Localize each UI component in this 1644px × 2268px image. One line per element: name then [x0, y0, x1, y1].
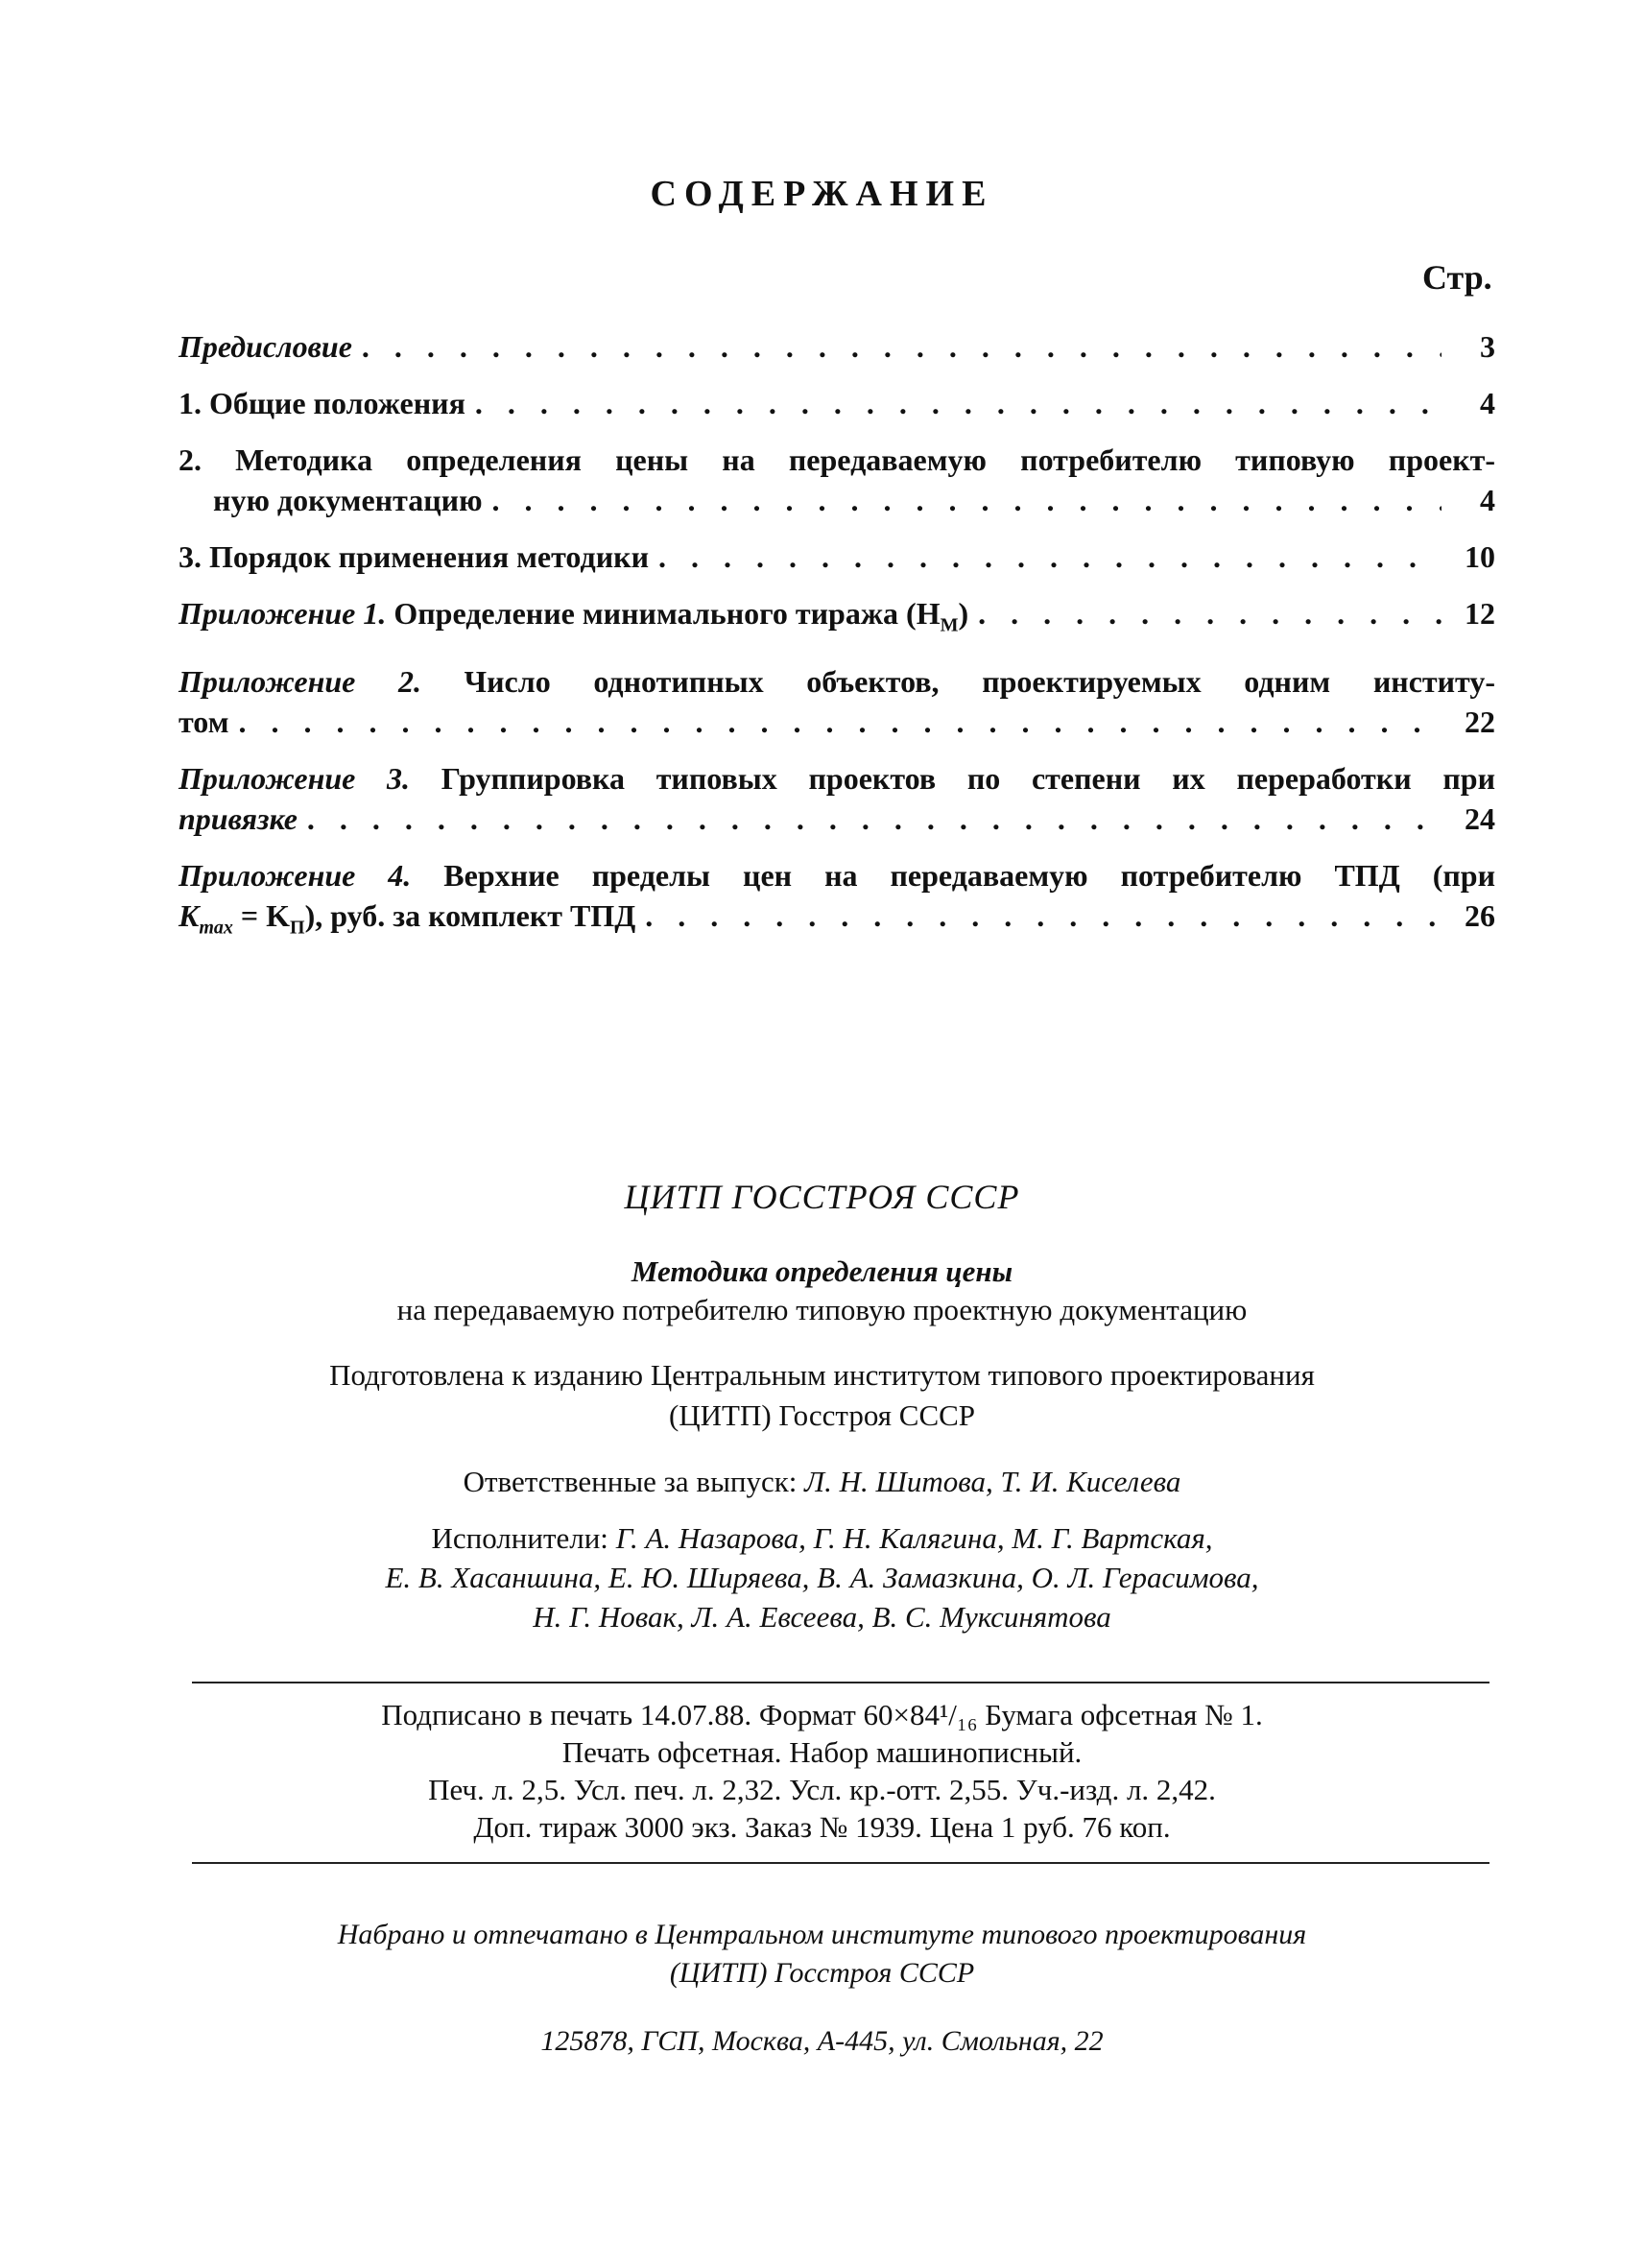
toc-entry-text: Группировка типовых проектов по степени их переработки при — [441, 761, 1496, 797]
imprint-block — [0, 1696, 1644, 1846]
leader-dots — [307, 799, 1441, 839]
printer-line2: (ЦИТП) Госстроя СССР — [669, 1957, 975, 1989]
responsible-editors — [0, 1465, 1644, 1499]
toc-entry-text: Предисловие — [179, 329, 352, 364]
toc-entry-text: Верхние пределы цен на передаваемую потребителю ТПД (при — [443, 858, 1496, 894]
toc-page-label: Стр. — [1422, 258, 1492, 297]
document-title-line1: Методика определения цены — [631, 1254, 1013, 1288]
toc-entry-appendix-3[interactable] — [179, 758, 1495, 839]
toc-entry-continuation: ), руб. за комплект ТПД — [304, 898, 636, 934]
imprint-line1: Подписано в печать 14.07.88. Формат 60×84¹/₁₆ Бумага офсетная № 1. — [381, 1698, 1263, 1731]
leader-dots — [645, 895, 1441, 936]
leader-dots — [475, 383, 1441, 423]
responsible-names: Л. Н. Шитова, Т. И. Киселева — [804, 1465, 1181, 1498]
leader-dots — [362, 326, 1441, 367]
formula-eq: = K — [232, 898, 291, 934]
executors — [0, 1518, 1644, 1636]
prepared-by — [0, 1355, 1644, 1436]
formula-k: K — [179, 898, 200, 934]
leader-dots — [658, 537, 1441, 577]
toc-entry-subscript: М — [940, 614, 959, 636]
document-title-line2: на передаваемую потребителю типовую проектную документацию — [396, 1293, 1248, 1326]
responsible-label: Ответственные за выпуск: — [463, 1465, 798, 1498]
imprint-line2: Печать офсетная. Набор машинописный. — [561, 1735, 1083, 1769]
toc-entry-preface[interactable] — [179, 326, 1495, 367]
toc-entry-prefix: Приложение 3. — [179, 761, 411, 797]
toc-entry-text: Определение минимального тиража (Н — [393, 596, 941, 631]
toc-page-number: 3 — [1480, 329, 1495, 364]
toc-page-number: 22 — [1465, 704, 1495, 740]
printer-info — [0, 1916, 1644, 1993]
toc-entry-continuation: ную документацию — [213, 483, 483, 517]
document-title — [0, 1253, 1644, 1329]
toc-entry-appendix-4[interactable] — [179, 855, 1495, 947]
toc-entry-section-1[interactable] — [179, 383, 1495, 423]
organization-title: ЦИТП ГОССТРОЯ СССР — [624, 1178, 1020, 1216]
toc-entry-text: Число однотипных объектов, проектируемых одним институ- — [464, 664, 1495, 700]
toc-entry-text: 2. Методика определения цены на передаваемую потребителю типовую проект- — [179, 442, 1495, 477]
toc-page-number: 4 — [1480, 483, 1495, 517]
table-of-contents — [179, 326, 1495, 965]
toc-entry-prefix: Приложение 1. — [179, 596, 387, 631]
leader-dots — [238, 702, 1441, 742]
prepared-by-line1: Подготовлена к изданию Центральным институтом типового проектирования — [329, 1358, 1315, 1392]
toc-entry-text-after: ) — [958, 596, 969, 631]
toc-entry-text: 3. Порядок применения методики — [179, 539, 649, 574]
executors-line1: Г. А. Назарова, Г. Н. Калягина, М. Г. Вартская, — [615, 1521, 1213, 1555]
toc-entry-section-3[interactable] — [179, 537, 1495, 577]
imprint-line4: Доп. тираж 3000 экз. Заказ № 1939. Цена 1 руб. 76 коп. — [473, 1810, 1171, 1844]
leader-dots — [978, 593, 1441, 633]
toc-page-number: 10 — [1465, 539, 1495, 574]
leader-dots — [492, 480, 1441, 520]
toc-entry-continuation: привязке — [179, 801, 298, 837]
toc-page-number: 26 — [1465, 898, 1495, 934]
toc-entry-section-2[interactable] — [179, 440, 1495, 520]
printer-line1: Набрано и отпечатано в Центральном институте типового проектирования — [337, 1919, 1307, 1950]
imprint-line3: Печ. л. 2,5. Усл. печ. л. 2,32. Усл. кр.-отт. 2,55. Уч.-изд. л. 2,42. — [428, 1773, 1216, 1806]
printer-address: 125878, ГСП, Москва, А-445, ул. Смольная, 22 — [540, 2025, 1104, 2057]
toc-entry-appendix-2[interactable] — [179, 661, 1495, 742]
toc-page-number: 24 — [1465, 801, 1495, 837]
toc-entry-continuation: том — [179, 704, 229, 740]
executors-label: Исполнители: — [431, 1521, 608, 1555]
prepared-by-line2: (ЦИТП) Госстроя СССР — [668, 1398, 976, 1432]
formula-sub-max: max — [199, 917, 233, 939]
toc-entry-appendix-1[interactable] — [179, 593, 1495, 645]
imprint-top-rule — [192, 1682, 1489, 1683]
formula-sub-p: П — [290, 917, 305, 939]
executors-line3: Н. Г. Новак, Л. А. Евсеева, В. С. Муксинятова — [533, 1600, 1111, 1634]
imprint-bottom-rule — [192, 1862, 1489, 1864]
executors-line2: Е. В. Хасаншина, Е. Ю. Ширяева, В. А. Замазкина, О. Л. Герасимова, — [385, 1561, 1259, 1594]
toc-entry-text: 1. Общие положения — [179, 386, 465, 420]
toc-page-number: 4 — [1480, 386, 1495, 420]
toc-entry-prefix: Приложение 2. — [179, 664, 421, 700]
toc-entry-prefix: Приложение 4. — [179, 858, 412, 894]
toc-title: СОДЕРЖАНИЕ — [650, 174, 994, 214]
toc-page-number: 12 — [1465, 596, 1495, 631]
